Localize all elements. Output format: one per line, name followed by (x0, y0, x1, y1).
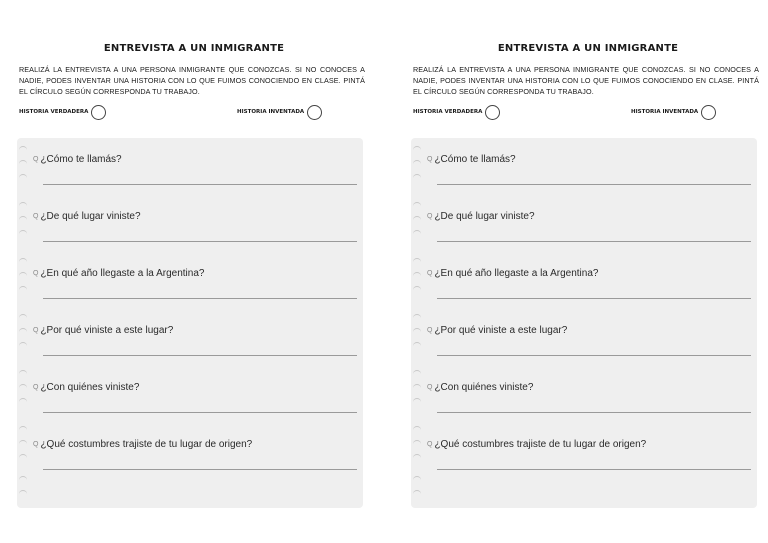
questions-card (17, 138, 363, 508)
question-text: ¿En qué año llegaste a la Argentina? (434, 267, 599, 279)
option-true-circle[interactable] (485, 105, 500, 120)
option-true-story[interactable] (413, 105, 500, 119)
question-marker-icon: Q (33, 383, 39, 391)
question-marker-icon: Q (427, 212, 433, 220)
question-text: ¿En qué año llegaste a la Argentina? (40, 267, 205, 279)
option-true-label: HISTORIA VERDADERA (413, 109, 483, 115)
question-text: ¿Cómo te llamás? (40, 153, 122, 165)
question-item (427, 152, 749, 185)
questions-card (411, 138, 757, 508)
answer-line[interactable] (437, 469, 751, 470)
question-text: ¿Con quiénes viniste? (40, 381, 140, 393)
question-item (427, 209, 749, 242)
answer-line[interactable] (43, 412, 357, 413)
option-invented-circle[interactable] (307, 105, 322, 120)
answer-line[interactable] (43, 469, 357, 470)
question-text: ¿Qué costumbres trajiste de tu lugar de origen? (40, 438, 253, 450)
question-marker-icon: Q (427, 440, 433, 448)
question-marker-icon: Q (427, 383, 433, 391)
option-true-label: HISTORIA VERDADERA (19, 109, 89, 115)
question-item (33, 266, 355, 299)
answer-line[interactable] (437, 184, 751, 185)
answer-line[interactable] (437, 355, 751, 356)
option-invented-story[interactable] (237, 105, 322, 119)
worksheet-instructions: REALIZÁ LA ENTREVISTA A UNA PERSONA INMIGRANTE QUE CONOZCAS. SI NO CONOCES A NADIE, PODES INVENTAR UNA HISTORIA CON LO QUE FUIMOS CONOCIENDO EN CLASE. PINTÁ EL CÍRCULO SEGÚN CORRESPONDA TU TRABAJO. (19, 65, 365, 96)
question-item (33, 437, 355, 470)
answer-line[interactable] (437, 298, 751, 299)
question-text: ¿Con quiénes viniste? (434, 381, 534, 393)
answer-line[interactable] (43, 184, 357, 185)
option-invented-label: HISTORIA INVENTADA (237, 109, 305, 115)
question-marker-icon: Q (33, 440, 39, 448)
question-item (427, 437, 749, 470)
question-text: ¿De qué lugar viniste? (40, 210, 141, 222)
question-text: ¿Cómo te llamás? (434, 153, 516, 165)
question-marker-icon: Q (427, 155, 433, 163)
question-item (33, 323, 355, 356)
question-marker-icon: Q (33, 326, 39, 334)
question-text: ¿De qué lugar viniste? (434, 210, 535, 222)
question-marker-icon: Q (33, 155, 39, 163)
worksheet-instructions: REALIZÁ LA ENTREVISTA A UNA PERSONA INMIGRANTE QUE CONOZCAS. SI NO CONOCES A NADIE, PODES INVENTAR UNA HISTORIA CON LO QUE FUIMOS CONOCIENDO EN CLASE. PINTÁ EL CÍRCULO SEGÚN CORRESPONDA TU TRABAJO. (413, 65, 759, 96)
worksheet-left (17, 0, 371, 543)
question-marker-icon: Q (427, 326, 433, 334)
question-text: ¿Por qué viniste a este lugar? (40, 324, 174, 336)
question-item (33, 152, 355, 185)
answer-line[interactable] (437, 241, 751, 242)
question-marker-icon: Q (33, 212, 39, 220)
question-marker-icon: Q (427, 269, 433, 277)
option-invented-story[interactable] (631, 105, 716, 119)
notebook-rings (19, 138, 29, 508)
answer-line[interactable] (43, 241, 357, 242)
worksheet-title: ENTREVISTA A UN INMIGRANTE (103, 43, 285, 54)
worksheet-title: ENTREVISTA A UN INMIGRANTE (497, 43, 679, 54)
option-true-story[interactable] (19, 105, 106, 119)
question-text: ¿Qué costumbres trajiste de tu lugar de origen? (434, 438, 647, 450)
worksheet-right (411, 0, 765, 543)
option-true-circle[interactable] (91, 105, 106, 120)
question-text: ¿Por qué viniste a este lugar? (434, 324, 568, 336)
question-item (427, 266, 749, 299)
notebook-rings (413, 138, 423, 508)
option-invented-label: HISTORIA INVENTADA (631, 109, 699, 115)
answer-line[interactable] (43, 298, 357, 299)
answer-line[interactable] (43, 355, 357, 356)
answer-line[interactable] (437, 412, 751, 413)
question-item (427, 380, 749, 413)
option-invented-circle[interactable] (701, 105, 716, 120)
question-item (427, 323, 749, 356)
question-item (33, 380, 355, 413)
question-marker-icon: Q (33, 269, 39, 277)
question-item (33, 209, 355, 242)
